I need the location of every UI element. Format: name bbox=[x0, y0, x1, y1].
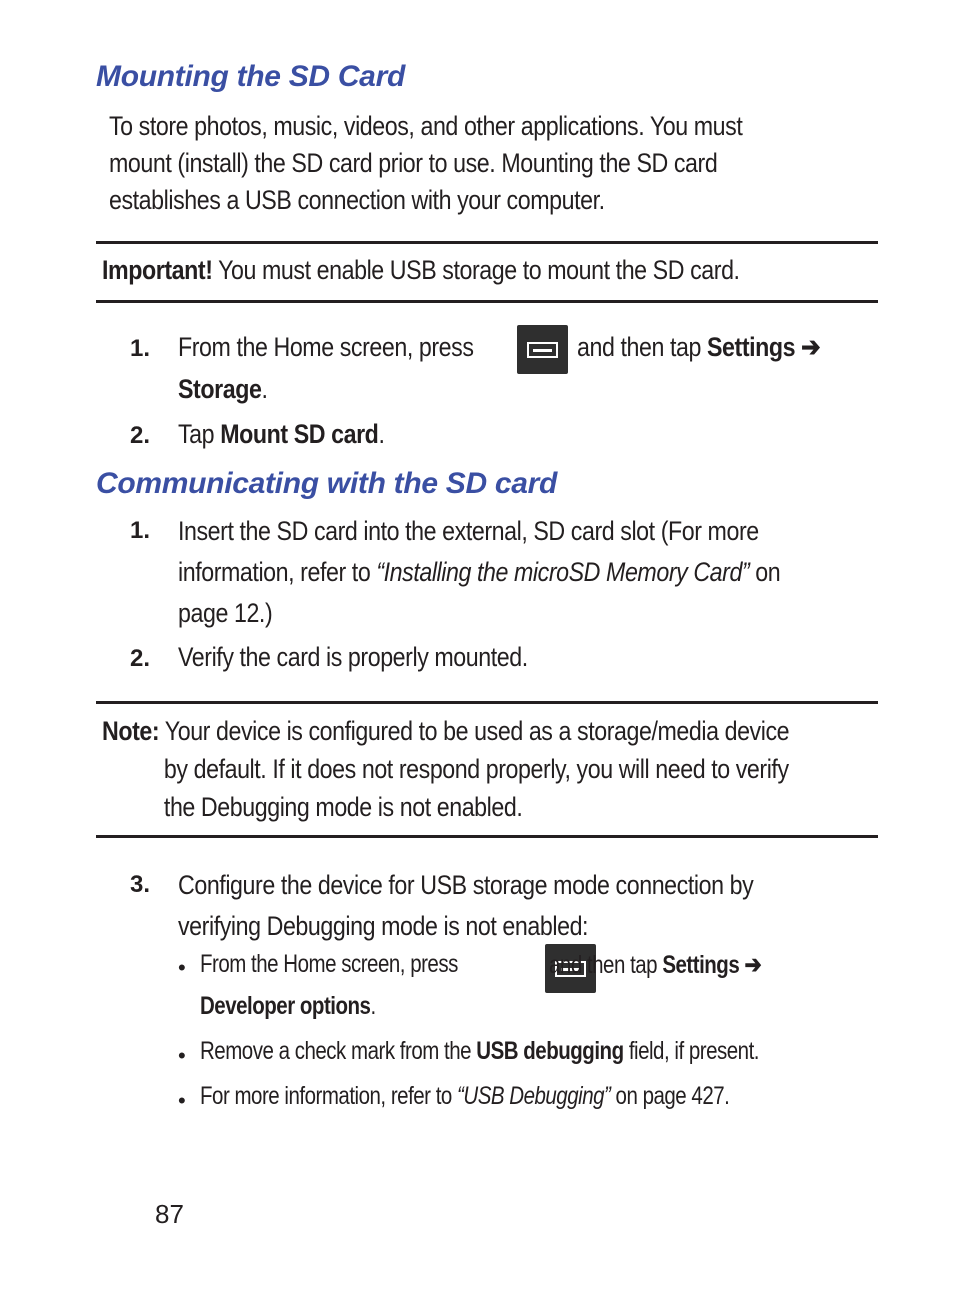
divider bbox=[96, 300, 878, 303]
bullet-marker: • bbox=[178, 1043, 186, 1068]
section-heading-communicating: Communicating with the SD card bbox=[96, 467, 558, 500]
step-number: 3. bbox=[130, 871, 151, 898]
note-text: Your device is configured to be used as a storage/media device bbox=[164, 716, 790, 746]
cross-reference-link[interactable]: “USB Debugging” bbox=[457, 1082, 611, 1110]
bullet-marker: • bbox=[178, 1088, 186, 1113]
step-number: 2. bbox=[130, 645, 151, 672]
bullet-marker: • bbox=[178, 955, 186, 980]
step-1-text-cont bbox=[577, 329, 921, 366]
bullet-text: on page 427. bbox=[615, 1082, 730, 1110]
note-line bbox=[102, 712, 876, 750]
bullet-1-text: From the Home screen, press bbox=[200, 950, 458, 978]
step-2-text: Verify the card is properly mounted. bbox=[178, 642, 528, 672]
step-text: Tap bbox=[178, 419, 215, 449]
important-text: You must enable USB storage to mount the SD card. bbox=[218, 255, 740, 285]
step-1-text bbox=[178, 511, 935, 634]
developer-options-path: Developer options bbox=[200, 992, 371, 1020]
intro-line: mount (install) the SD card prior to use. Mounting the SD card bbox=[109, 148, 718, 178]
section-heading-mounting: Mounting the SD Card bbox=[96, 60, 405, 93]
important-label: Important! bbox=[102, 255, 213, 285]
bullet-1-text-cont bbox=[549, 950, 877, 980]
bullet-1-line2 bbox=[200, 992, 528, 1021]
intro-line: To store photos, music, videos, and other applications. You must bbox=[109, 111, 743, 141]
step-line: Configure the device for USB storage mode connection by bbox=[178, 870, 754, 900]
bullet-3-text bbox=[200, 1082, 922, 1111]
step-text: From the Home screen, press bbox=[178, 332, 474, 362]
step-text: information, refer to bbox=[178, 557, 371, 587]
bullet-text: field, if present. bbox=[628, 1037, 759, 1065]
bullet-text: For more information, refer to bbox=[200, 1082, 452, 1110]
settings-path: Settings ➔ bbox=[662, 951, 762, 979]
menu-icon bbox=[517, 325, 568, 374]
cross-reference-link[interactable]: “Installing the microSD Memory Card” bbox=[376, 557, 750, 587]
step-2-text bbox=[178, 416, 694, 453]
note-text: the Debugging mode is not enabled. bbox=[163, 792, 523, 822]
step-3-text bbox=[178, 865, 935, 947]
divider bbox=[96, 241, 878, 244]
punctuation: . bbox=[370, 992, 376, 1020]
step-line: page 12.) bbox=[178, 598, 273, 628]
mount-sd-card-label: Mount SD card bbox=[220, 419, 379, 449]
intro-paragraph bbox=[109, 108, 866, 219]
step-line: Insert the SD card into the external, SD card slot (For more bbox=[178, 516, 759, 546]
bullet-2-text bbox=[200, 1037, 922, 1066]
step-1-line2 bbox=[178, 371, 522, 408]
important-callout bbox=[102, 252, 859, 289]
bullet-text: Remove a check mark from the bbox=[200, 1037, 472, 1065]
punctuation: . bbox=[378, 419, 385, 449]
storage-path: Storage bbox=[178, 374, 262, 404]
divider bbox=[96, 835, 878, 838]
usb-debugging-label: USB debugging bbox=[476, 1037, 624, 1065]
settings-path: Settings ➔ bbox=[706, 332, 821, 362]
divider bbox=[96, 701, 878, 704]
step-text: on bbox=[755, 557, 781, 587]
step-number: 1. bbox=[130, 517, 151, 544]
step-number: 2. bbox=[130, 422, 151, 449]
step-line bbox=[178, 552, 935, 593]
intro-line: establishes a USB connection with your computer. bbox=[109, 185, 605, 215]
note-text: by default. If it does not respond properly, you will need to verify bbox=[163, 754, 789, 784]
step-line: verifying Debugging mode is not enabled: bbox=[178, 911, 589, 941]
page-number: 87 bbox=[155, 1199, 184, 1229]
step-number: 1. bbox=[130, 335, 151, 362]
note-label: Note: bbox=[102, 716, 160, 746]
step-text: and then tap bbox=[577, 332, 701, 362]
note-callout bbox=[102, 712, 876, 826]
punctuation: . bbox=[261, 374, 268, 404]
bullet-text: and then tap bbox=[549, 951, 658, 979]
